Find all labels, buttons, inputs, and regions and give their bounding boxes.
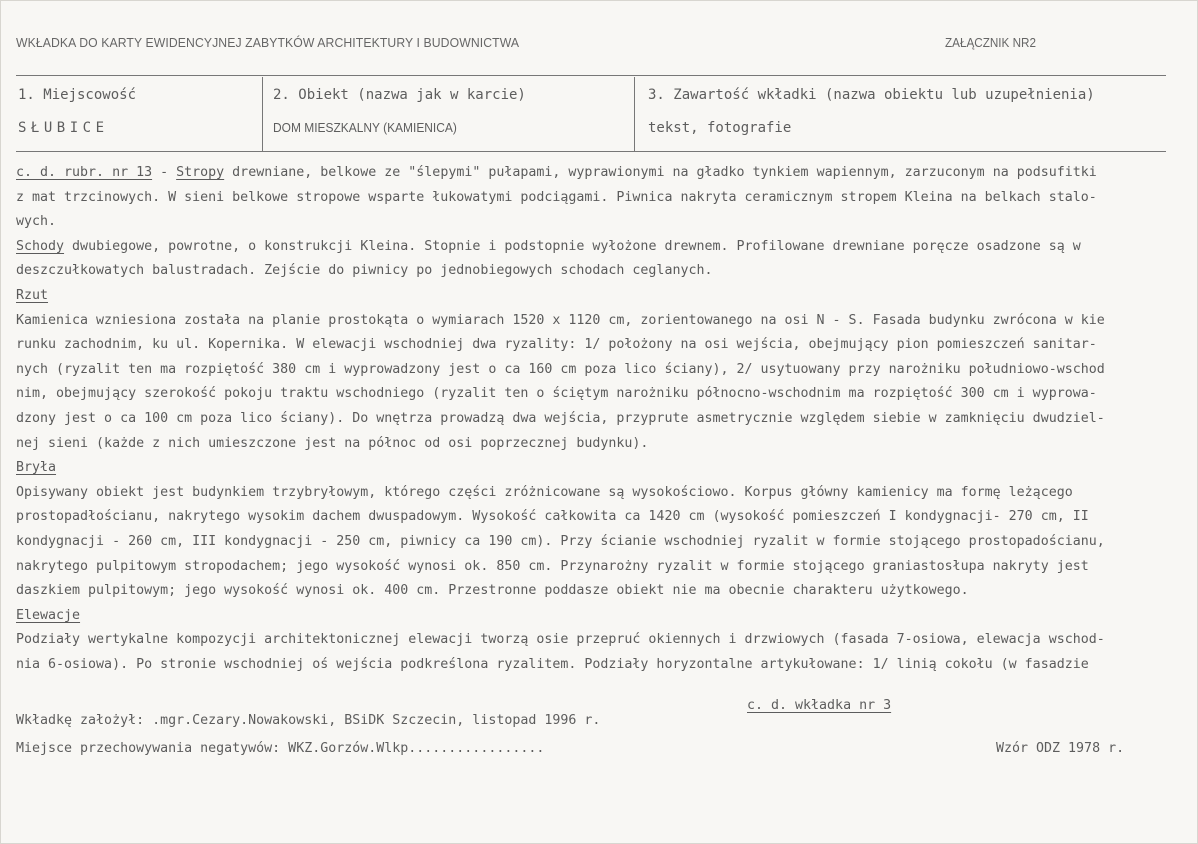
text-line [16, 284, 1176, 309]
content-value: tekst, fotografie [648, 120, 792, 136]
column-divider-2 [634, 77, 635, 151]
text-line: Opisywany obiekt jest budynkiem trzybryłowym, którego części zróżnicowane są wysokościowo. Korpus główny kamienicy ma formę leżącego [16, 484, 1073, 500]
text-line: Kamienica wzniesiona została na planie prostokąta o wymiarach 1520 x 1120 cm, zorientowanego na osi N - S. Fasada budynku zwrócona w kie [16, 312, 1105, 328]
text-line [16, 604, 1176, 629]
text-line: dzony jest o ca 100 cm poza lico ściany). Do wnętrza prowadzą dwa wejścia, przyprute asmetrycznie względem siebie w zamknięciu dwudziel- [16, 410, 1105, 426]
created-by: Wkładkę założył: .mgr.Cezary.Nowakowski, BSiDK Szczecin, listopad 1996 r. [16, 713, 601, 728]
form-template: Wzór ODZ 1978 r. [996, 741, 1125, 756]
text-line: nych (ryzalit ten ma rozpiętość 380 cm i wyprowadzony jest o ca 160 cm poza lico ściany), 2/ usytuowany przy narożniku południowo-wschod [16, 361, 1105, 377]
heading-bryla: Bryła [16, 460, 57, 476]
text-line: nej sieni (każde z nich umieszczone jest na północ od osi poprzecznej budynku). [16, 435, 649, 451]
continuation-ref: c. d. rubr. nr 13 [16, 165, 153, 180]
text-line: nia 6-osiowa). Po stronie wschodniej oś wejścia podkreślona ryzalitem. Podziały horyzontalne artykułowane: 1/ linią cokołu (w fasadzie [16, 656, 1089, 672]
text-line [16, 456, 1176, 481]
text-line: runku zachodnim, ku ul. Kopernika. W elewacji wschodniej dwa ryzality: 1/ położony na osi wejścia, obejmujący pion pomieszczeń sanitar- [16, 337, 1097, 353]
heading-stropy: Stropy [176, 165, 225, 180]
text-line: daszkiem pulpitowym; jego wysokość wynosi ok. 400 cm. Przestronne poddasze obiekt nie ma obecnie charakteru użytkowego. [16, 583, 969, 599]
heading-schody: Schody [16, 238, 65, 254]
text-line: Schody dwubiegowe, powrotne, o konstrukcji Kleina. Stopnie i podstopnie wyłożone drewnem. Profilowane drewniane poręcze osadzone są w [16, 238, 1081, 254]
text-line: prostopadłościanu, nakrytego wysokim dachem dwuspadowym. Wysokość całkowita ca 1420 cm (wysokość pomieszczeń I kondygnacji- 270 cm, II [16, 509, 1089, 525]
continued-on-insert: c. d. wkładka nr 3 [747, 698, 892, 713]
locality-label: 1. Miejscowość [18, 87, 137, 103]
header-bottom-rule [16, 151, 1166, 152]
text-line: wych. [16, 214, 57, 230]
locality-value: SŁUBICE [18, 120, 109, 136]
column-divider-1 [262, 77, 263, 151]
text-line: z mat trzcinowych. W sieni belkowe stropowe wsparte łukowatymi podciągami. Piwnica nakryta ceramicznym stropem Kleina na belkach stalo- [16, 189, 1097, 205]
text-line: nim, obejmujący szerokość pokoju traktu wschodniego (ryzalit ten o ściętym narożniku północno-wschodnim ma rozpiętość 300 cm i wyprowa- [16, 386, 1097, 402]
text-line: kondygnacji - 260 cm, III kondygnacji - 250 cm, piwnicy ca 190 cm). Przy ścianie wschodniej ryzalit w formie stojącego prostopadościanu, [16, 533, 1105, 549]
text-line: deszczułkowatych balustradach. Zejście do piwnicy po jednobiegowych schodach ceglanych. [16, 263, 713, 279]
text-line: c. d. rubr. nr 13 - Stropy drewniane, belkowe ze "ślepymi" pułapami, wyprawionymi na gładko tynkiem wapiennym, zarzuconym na podsufitki [16, 165, 1097, 180]
attachment-number: ZAŁĄCZNIK NR2 [945, 35, 1037, 50]
heading-rzut: Rzut [16, 287, 49, 303]
text-line: nakrytego pulpitowym stropodachem; jego wysokość wynosi ok. 850 cm. Przynarożny ryzalit w formie stojącego graniastosłupa nakryty jest [16, 558, 1089, 574]
negatives-location: Miejsce przechowywania negatywów: WKZ.Gorzów.Wlkp................. [16, 741, 545, 756]
sheet-title: WKŁADKA DO KARTY EWIDENCYJNEJ ZABYTKÓW ARCHITEKTURY I BUDOWNICTWA [16, 35, 520, 50]
description-text [16, 161, 1176, 677]
object-value: DOM MIESZKALNY (KAMIENICA) [273, 120, 457, 135]
content-label: 3. Zawartość wkładki (nazwa obiektu lub uzupełnienia) [648, 87, 1095, 103]
object-label: 2. Obiekt (nazwa jak w karcie) [273, 87, 526, 103]
top-rule [16, 75, 1166, 76]
heading-elewacje: Elewacje [16, 607, 81, 623]
text-line: Podziały wertykalne kompozycji architektonicznej elewacji tworzą osie przepruć okiennych i drzwiowych (fasada 7-osiowa, elewacja wschod- [16, 632, 1105, 648]
